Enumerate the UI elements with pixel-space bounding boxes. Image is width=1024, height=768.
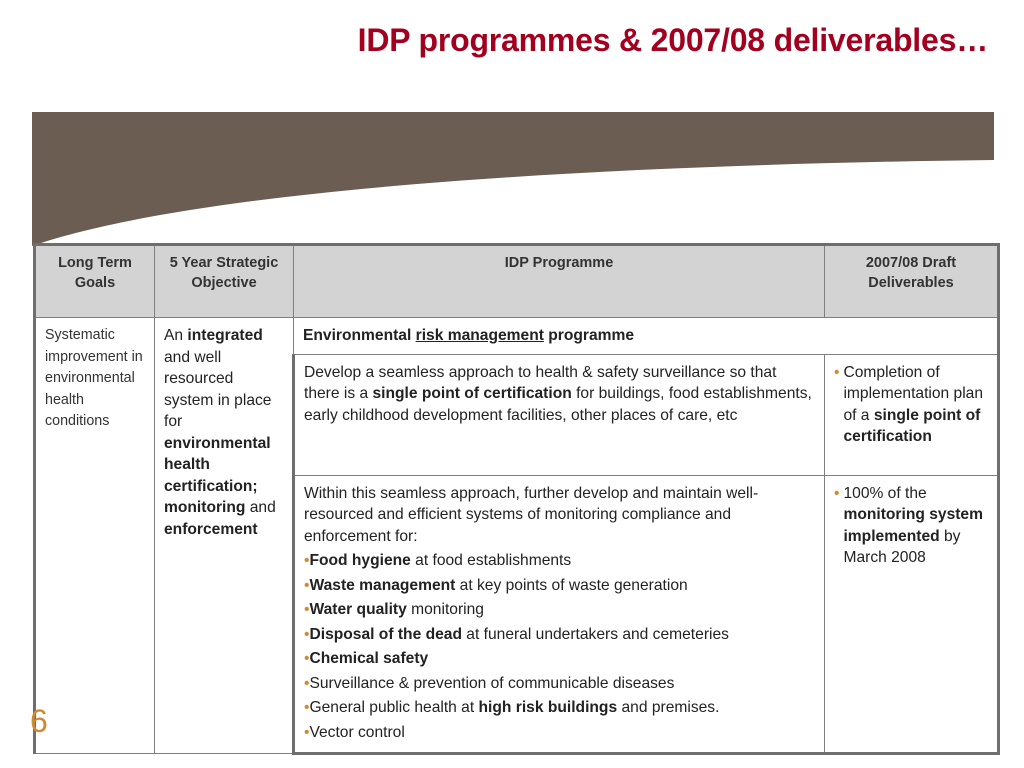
bullet-icon: • <box>304 674 310 692</box>
bullet-icon: • <box>304 723 310 741</box>
bullet-icon: • <box>304 601 310 618</box>
table-header-row <box>35 245 999 318</box>
deliverable-prefix: Completion of implementation plan of a <box>843 363 984 424</box>
monitoring-deliverable-cell <box>825 475 999 754</box>
objective-bold-certification: environmental health certification; monitoring <box>164 434 271 516</box>
programme-title-part2: programme <box>543 327 635 344</box>
list-item: •Water quality monitoring <box>304 601 484 618</box>
list-item: •Vector control <box>304 723 405 741</box>
deliverable-bold: monitoring system implemented <box>843 506 983 545</box>
monitoring-description-cell <box>294 475 825 754</box>
header-strategic-objective: 5 Year Strategic Objective <box>155 245 294 318</box>
table-row-programme <box>35 318 999 355</box>
certification-bold: single point of certification <box>372 385 572 402</box>
deliverable-bold: single point of certification <box>843 406 981 445</box>
header-long-term-goals: Long Term Goals <box>35 245 155 318</box>
bullet-icon: • <box>304 552 310 569</box>
list-item: •Chemical safety <box>304 650 429 667</box>
list-item: •General public health at high risk buildings and premises. <box>304 699 720 716</box>
bullet-icon: • <box>304 650 310 667</box>
deliverable-item <box>834 362 988 448</box>
slide-title: IDP programmes & 2007/08 deliverables… <box>357 22 988 58</box>
deliverable-suffix: by March 2008 <box>843 527 961 566</box>
goal-cell <box>35 318 155 754</box>
list-item: •Disposal of the dead at funeral undertakers and cemeteries <box>304 625 729 643</box>
objective-mid2: and <box>245 499 276 516</box>
certification-text2: for buildings, food establishments, early childhood development facilities, other places of care, etc <box>304 385 812 424</box>
bullet-icon: • <box>304 699 310 716</box>
objective-prefix: An <box>164 327 188 344</box>
objective-mid: and well resourced system in place for <box>164 348 272 430</box>
objective-bold-enforcement: enforcement <box>164 520 258 538</box>
monitoring-intro: Within this seamless approach, further develop and maintain well-resourced and efficient systems of monitoring compliance and enforcement for: <box>304 484 759 545</box>
bullet-icon: • <box>304 625 310 643</box>
certification-deliverable-cell <box>825 354 999 475</box>
certification-description-cell <box>294 354 825 475</box>
page-number: 6 <box>30 703 48 739</box>
goal-text: Systematic improvement in environmental health conditions <box>45 327 143 429</box>
bullet-icon: • <box>834 363 840 381</box>
deliverable-item <box>834 483 988 569</box>
bullet-icon: • <box>834 484 840 502</box>
objective-cell <box>155 318 294 754</box>
banner-shape <box>32 112 994 246</box>
decorative-banner <box>32 112 994 246</box>
certification-text1: Develop a seamless approach to health & safety surveillance so that there is a <box>304 363 777 402</box>
header-idp-programme: IDP Programme <box>294 245 825 318</box>
list-item: •Food hygiene at food establishments <box>304 552 572 569</box>
list-item: •Waste management at key points of waste generation <box>304 576 688 594</box>
programme-title-part1: Environmental <box>303 327 416 344</box>
deliverables-table <box>33 243 1000 755</box>
list-item: •Surveillance & prevention of communicable diseases <box>304 674 675 692</box>
deliverable-prefix: 100% of the <box>843 484 927 502</box>
header-draft-deliverables: 2007/08 Draft Deliverables <box>825 245 999 318</box>
programme-title-cell <box>294 318 999 355</box>
monitoring-list <box>304 549 815 745</box>
programme-title-link[interactable]: risk management <box>415 327 544 344</box>
bullet-icon: • <box>304 576 310 594</box>
objective-bold-integrated: integrated <box>187 327 263 344</box>
